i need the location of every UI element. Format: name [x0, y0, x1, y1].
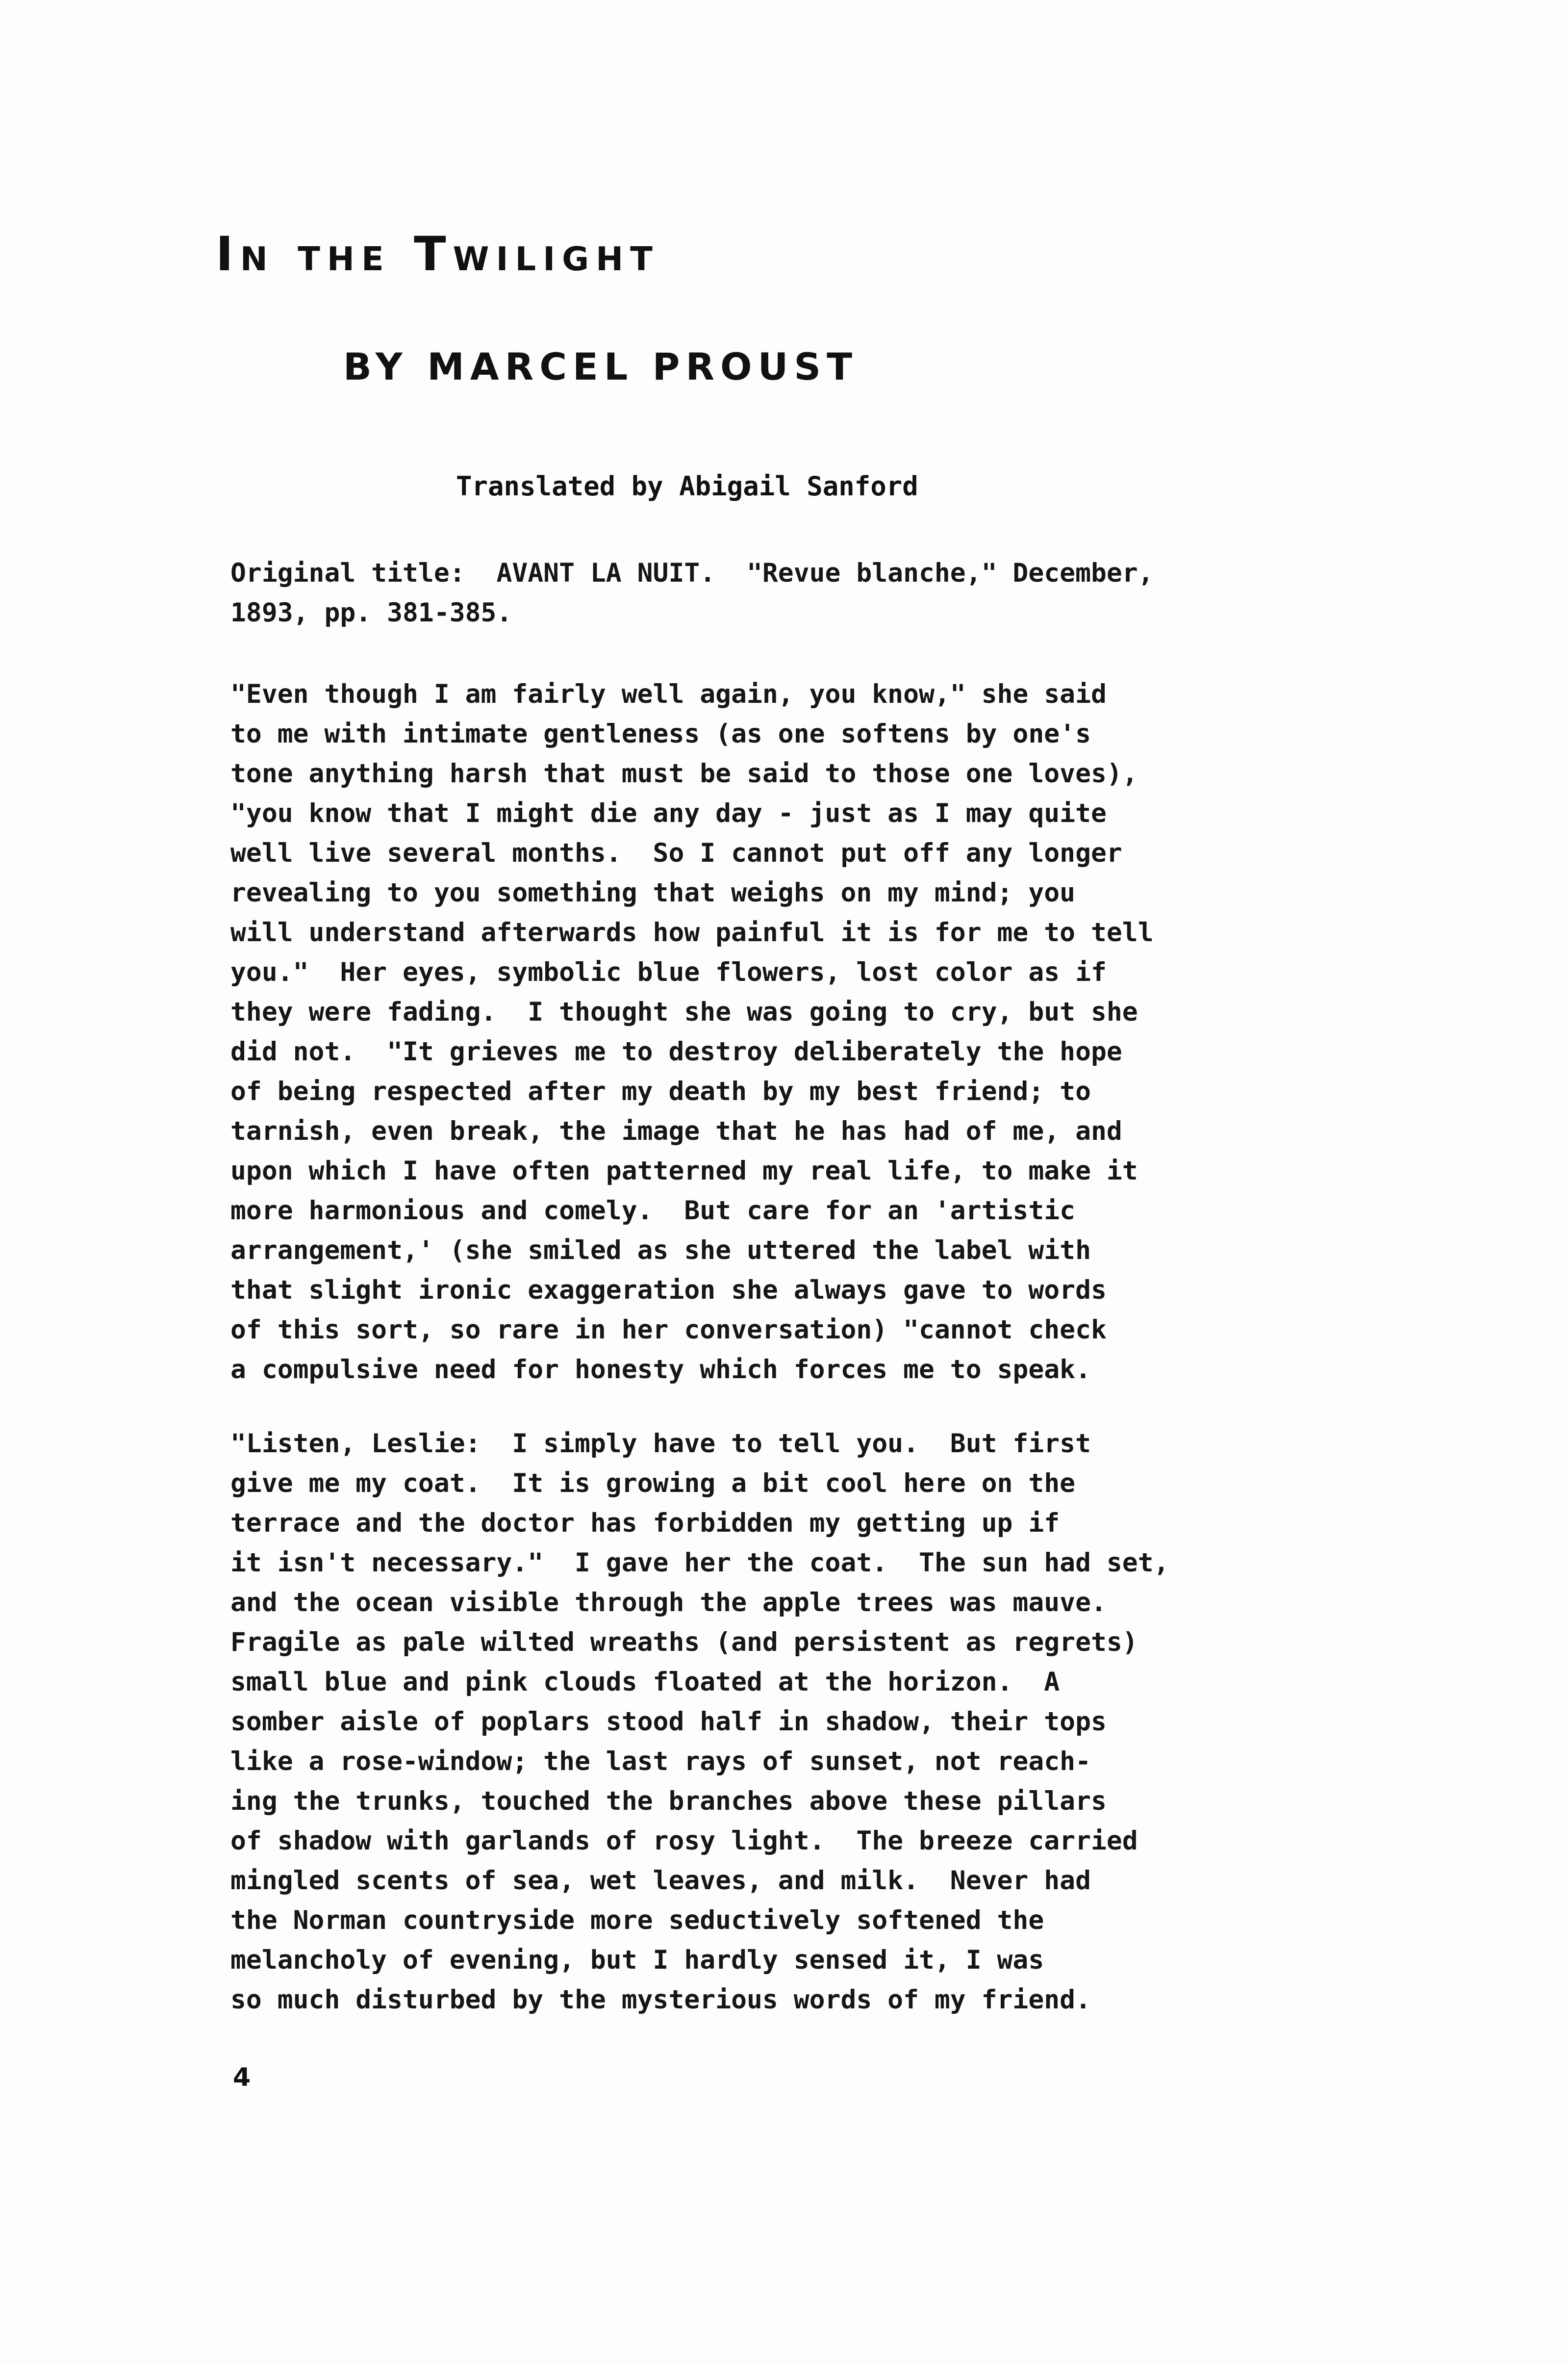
text-line: they were fading. I thought she was going to cry, but she	[230, 997, 1138, 1027]
paragraph-2	[230, 1424, 1368, 2020]
text-line: somber aisle of poplars stood half in shadow, their tops	[230, 1707, 1107, 1737]
text-line: so much disturbed by the mysterious words of my friend.	[230, 1985, 1091, 2015]
text-line: and the ocean visible through the apple trees was mauve.	[230, 1588, 1107, 1618]
text-line: well live several months. So I cannot put off any longer	[230, 838, 1122, 868]
text-line: "Even though I am fairly well again, you know," she said	[230, 679, 1107, 709]
text-line: revealing to you something that weighs on my mind; you	[230, 878, 1076, 908]
original-title-line: Original title: AVANT LA NUIT. "Revue blanche," December,	[230, 558, 1154, 588]
translator-credit: Translated by Abigail Sanford	[456, 471, 918, 502]
article-title: In the Twilight	[216, 227, 659, 282]
article-author: BY MARCEL PROUST	[343, 345, 858, 388]
text-line: small blue and pink clouds floated at the horizon. A	[230, 1667, 1060, 1697]
text-line: the Norman countryside more seductively softened the	[230, 1905, 1044, 1935]
text-line: that slight ironic exaggeration she always gave to words	[230, 1275, 1107, 1305]
text-line: like a rose-window; the last rays of sunset, not reach-	[230, 1747, 1091, 1776]
text-line: of being respected after my death by my best friend; to	[230, 1077, 1091, 1106]
text-line: to me with intimate gentleness (as one softens by one's	[230, 719, 1091, 749]
text-line: give me my coat. It is growing a bit cool here on the	[230, 1468, 1076, 1498]
text-line: did not. "It grieves me to destroy deliberately the hope	[230, 1037, 1122, 1067]
text-line: "Listen, Leslie: I simply have to tell you. But first	[230, 1429, 1091, 1459]
original-title-note	[230, 553, 1368, 633]
text-line: tarnish, even break, the image that he has had of me, and	[230, 1116, 1122, 1146]
text-line: melancholy of evening, but I hardly sensed it, I was	[230, 1945, 1044, 1975]
text-line: arrangement,' (she smiled as she uttered the label with	[230, 1235, 1091, 1265]
original-title-line: 1893, pp. 381-385.	[230, 598, 512, 628]
text-line: terrace and the doctor has forbidden my getting up if	[230, 1508, 1060, 1538]
text-line: more harmonious and comely. But care for an 'artistic	[230, 1196, 1076, 1226]
text-line: of shadow with garlands of rosy light. The breeze carried	[230, 1826, 1138, 1856]
text-line: "you know that I might die any day - just as I may quite	[230, 798, 1107, 828]
text-line: Fragile as pale wilted wreaths (and persistent as regrets)	[230, 1627, 1138, 1657]
page-number: 4	[233, 2063, 251, 2092]
text-line: of this sort, so rare in her conversation) "cannot check	[230, 1315, 1107, 1345]
text-line: ing the trunks, touched the branches above these pillars	[230, 1786, 1107, 1816]
text-line: you." Her eyes, symbolic blue flowers, lost color as if	[230, 957, 1107, 987]
paragraph-1	[230, 674, 1368, 1389]
text-line: tone anything harsh that must be said to those one loves),	[230, 759, 1138, 789]
text-line: it isn't necessary." I gave her the coat. The sun had set,	[230, 1548, 1169, 1578]
text-line: will understand afterwards how painful it is for me to tell	[230, 918, 1154, 948]
text-line: upon which I have often patterned my real life, to make it	[230, 1156, 1138, 1186]
text-line: mingled scents of sea, wet leaves, and milk. Never had	[230, 1866, 1091, 1896]
text-line: a compulsive need for honesty which forces me to speak.	[230, 1355, 1091, 1385]
